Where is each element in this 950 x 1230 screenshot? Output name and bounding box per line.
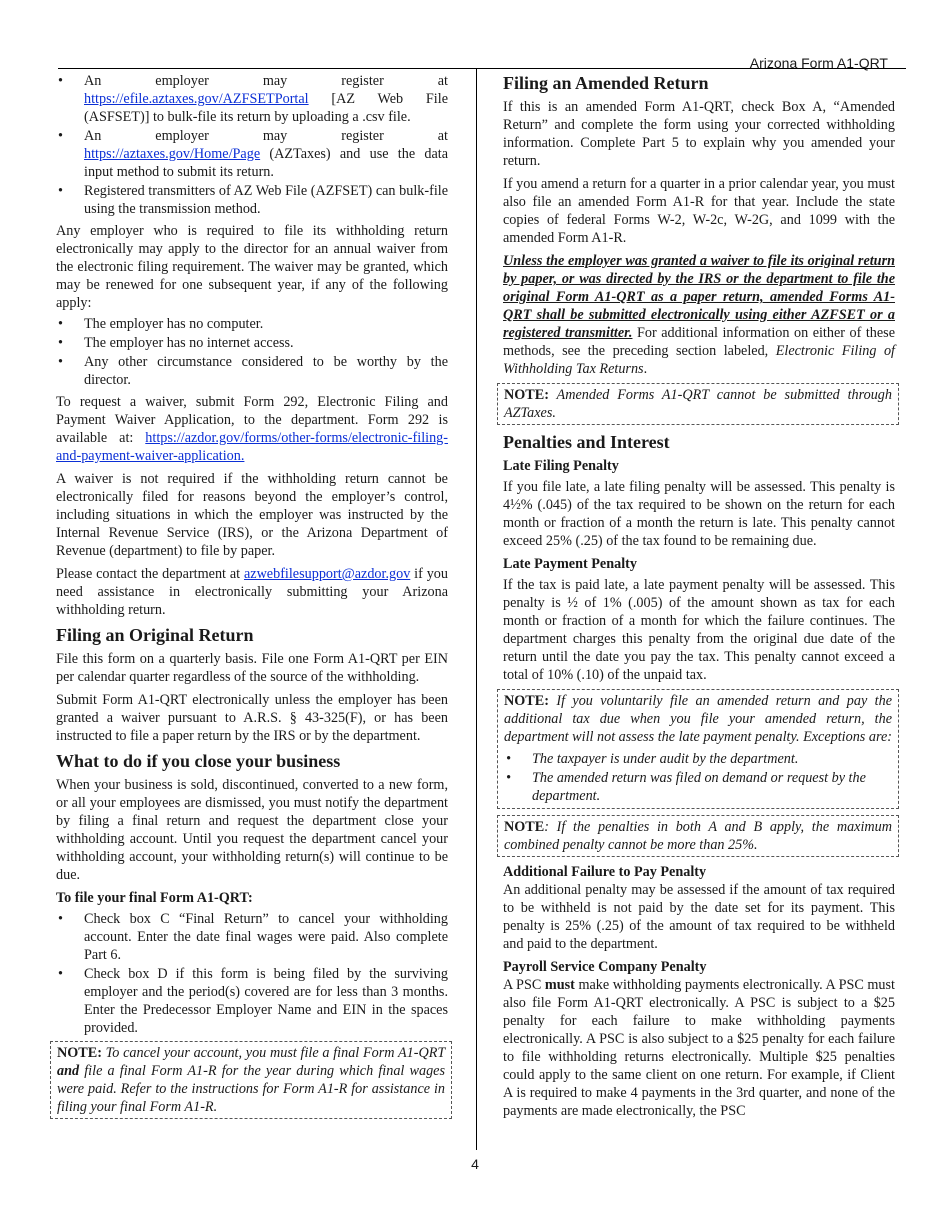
amended-return-heading: Filing an Amended Return (503, 73, 709, 93)
amended-return-paragraph-2: If you amend a return for a quarter in a prior calendar year, you must also file an amended Form A1-R for that year. Include the state copies of federal Forms W-2, W-2c, W-2G, and 1099 with the amended Form A1-R. (503, 176, 895, 246)
close-business-heading: What to do if you close your business (56, 751, 341, 771)
list-item: • Registered transmitters of AZ Web File (AZFSET) can bulk-file using the transmission method. (56, 182, 448, 218)
request-waiver-paragraph: To request a waiver, submit Form 292, Electronic Filing and Payment Waiver Application, to the department. Form 292 is available at: https://azdor.gov/forms/other-forms/electronic-filing-and-payment-waiver-application. (56, 394, 448, 464)
failure-to-pay-heading: Additional Failure to Pay Penalty (503, 864, 707, 880)
list-item: • The employer has no computer. (56, 315, 448, 333)
header-rule (58, 68, 906, 69)
list-item: • The amended return was filed on demand or request by the department. (504, 769, 892, 805)
final-return-steps-list (56, 910, 448, 1037)
original-return-paragraph-1: File this form on a quarterly basis. File one Form A1-QRT per EIN per calendar quarter regardless of the source of the withholding. (56, 651, 448, 685)
psc-penalty-heading: Payroll Service Company Penalty (503, 959, 707, 975)
original-return-heading: Filing an Original Return (56, 625, 254, 645)
late-filing-paragraph: If you file late, a late filing penalty will be assessed. This penalty is 4½% (.045) of the tax required to be shown on the return for each month or fraction of a month the return is late. This penalty cannot exceed 25% (.25) of the tax found to be remaining due. (503, 479, 895, 549)
list-item: • Check box C “Final Return” to cancel your withholding account. Enter the date final wages were paid. Also complete Part 6. (56, 910, 448, 964)
support-email-link[interactable]: azwebfilesupport@azdor.gov (243, 566, 411, 582)
registration-options-list (56, 72, 448, 218)
amended-aztaxes-note: NOTE: Amended Forms A1-QRT cannot be submitted through AZTaxes. (497, 383, 899, 425)
combined-penalty-note: NOTE: If the penalties in both A and B apply, the maximum combined penalty cannot be more than 25%. (497, 815, 899, 857)
list-item: • Check box D if this form is being filed by the surviving employer and the period(s) covered are for less than 3 months. Enter the Predecessor Employer Name and EIN in the spaces provided. (56, 965, 448, 1037)
close-business-paragraph: When your business is sold, discontinued, converted to a new form, or all your employees are dismissed, you must notify the department by filing a final return and request the department close your withholding account. Until you request the department cancel your withholding account, your withholding return(s) will continue to be due. (56, 777, 448, 883)
amended-return-paragraph-3: Unless the employer was granted a waiver to file its original return by paper, or was directed by the IRS or the department to file the original Form A1-QRT as a paper return, amended Forms A1-QRT shall be submitted electronically using either AZFSET or a registered transmitter. For additional information on either of these methods, see the preceding section labeled, Electronic Filing of Withholding Tax Returns. (503, 253, 896, 377)
list-item: • An employer may register at https://efile.aztaxes.gov/AZFSETPortal [AZ Web File (ASFSET)] to bulk-file its return by uploading a .csv file. (56, 72, 448, 126)
penalties-heading: Penalties and Interest (503, 432, 670, 452)
cancel-account-note: NOTE: To cancel your account, you must file a final Form A1-QRT and file a final Form A1-R for the year during which final wages were paid. Refer to the instructions for Form A1-R for assistance in filing your final Form A1-R. (50, 1041, 452, 1119)
late-payment-paragraph: If the tax is paid late, a late payment penalty will be assessed. This penalty is ½ of 1% (.005) of the amount shown as tax for each month or fraction of a month for which the failure continues. The department charges this penalty from the original due date of the return until the date you pay the tax. This penalty cannot exceed a total of 10% (.10) of the unpaid tax. (503, 577, 895, 683)
list-item: • Any other circumstance considered to be worthy by the director. (56, 353, 448, 389)
left-column (56, 72, 448, 1125)
contact-paragraph: Please contact the department at azwebfilesupport@azdor.gov if you need assistance in electronically submitting your Arizona withholding return. (56, 566, 448, 618)
list-item: • An employer may register at https://aztaxes.gov/Home/Page (AZTaxes) and use the data input method to submit its return. (56, 127, 448, 181)
waiver-not-required-paragraph: A waiver is not required if the withholding return cannot be electronically filed for reasons beyond the employer’s control, including situations in which the employer was instructed by the Internal Revenue Service (IRS), or the Arizona Department of Revenue (department) to file by paper. (56, 471, 448, 559)
failure-to-pay-paragraph: An additional penalty may be assessed if the amount of tax required to be withheld is not paid by the date set for its payment. This penalty is 25% (.25) of the amount of tax required to be withheld and paid to the department. (503, 882, 895, 952)
late-payment-heading: Late Payment Penalty (503, 556, 637, 572)
list-item: • The employer has no internet access. (56, 334, 448, 352)
voluntary-amended-note: NOTE: If you voluntarily file an amended return and pay the additional tax due when you file your amended return, the department will not assess the late payment penalty. Exceptions are: • The taxpayer is under audit by the department. • The amended return was filed on demand or request by the department. (497, 689, 899, 809)
aztaxes-link[interactable]: https://aztaxes.gov/Home/Page (84, 146, 261, 162)
form-title: Arizona Form A1-QRT (749, 55, 888, 71)
original-return-paragraph-2: Submit Form A1-QRT electronically unless the employer has been granted a waiver pursuant to A.R.S. § 43-325(F), or has been instructed to file a paper return by the IRS or by the department. (56, 692, 448, 744)
late-filing-heading: Late Filing Penalty (503, 458, 619, 474)
waiver-conditions-list (56, 315, 448, 389)
waiver-paragraph: Any employer who is required to file its withholding return electronically may apply to the director for an annual waiver from the electronic filing requirement. The waiver may be granted, which may be renewed for one subsequent year, if any of the following apply: (56, 223, 448, 311)
page-number: 4 (471, 1156, 479, 1172)
waiver-form-link[interactable]: https://azdor.gov/forms/other-forms/electronic-filing-and-payment-waiver-application. (56, 430, 448, 464)
amended-return-paragraph-1: If this is an amended Form A1-QRT, check Box A, “Amended Return” and complete the form using your corrected withholding information. Complete Part 5 to explain why you amended your return. (503, 99, 895, 169)
azfset-portal-link[interactable]: https://efile.aztaxes.gov/AZFSETPortal (84, 91, 309, 107)
column-divider (476, 68, 477, 1150)
final-return-subheading: To file your final Form A1-QRT: (56, 890, 253, 906)
exceptions-list (504, 750, 892, 805)
list-item: • The taxpayer is under audit by the department. (504, 750, 892, 768)
right-column (503, 72, 895, 1125)
psc-penalty-paragraph: A PSC must make withholding payments electronically. A PSC must also file Form A1-QRT electronically. A PSC is subject to a $25 penalty for each failure to make withholding payments electronically. A PSC is also subject to a $25 penalty for each failure to file withholding returns electronically. Multiple $25 penalties could apply to the same client on one return. For example, if Client A is required to make 4 payments in the 3rd quarter, and none of the payments are made electronically, the PSC (503, 977, 895, 1119)
